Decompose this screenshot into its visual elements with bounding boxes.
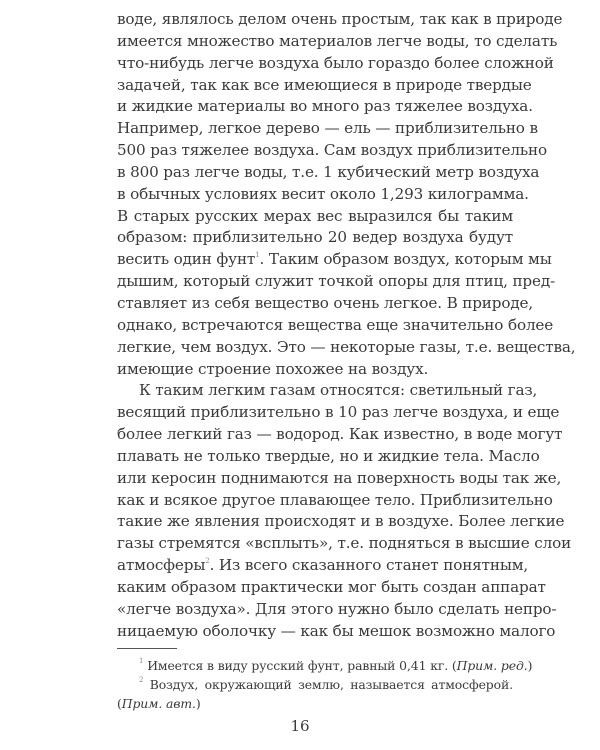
text-line: 500 раз тяжелее воздуха. Сам воздух приблизительно xyxy=(117,141,547,160)
text-line: в 800 раз легче воды, т.е. 1 кубический метр воздуха xyxy=(117,162,540,181)
footnote-ref-2: 2 xyxy=(205,557,210,566)
body-text xyxy=(117,9,576,642)
text-line-with-footnote xyxy=(117,249,552,271)
footnote-divider xyxy=(117,648,177,649)
text-line: В старых русских мерах вес выразился бы таким xyxy=(117,206,513,225)
footnote-text: Воздух, окружающий землю, называется атмосферой. xyxy=(149,676,513,692)
text-line: ницаемую оболочку — как бы мешок возможно малого xyxy=(117,621,556,640)
footnotes xyxy=(117,657,533,713)
editor-note: Прим. ред. xyxy=(456,658,528,673)
text-line: плавать не только твердые, но и жидкие тела. Масло xyxy=(117,446,540,465)
text-line: что-нибудь легче воздуха было гораздо более сложной xyxy=(117,53,554,72)
text-line: «легче воздуха». Для этого нужно было сделать непро- xyxy=(117,599,557,618)
text-line: имеющие строение похожее на воздух. xyxy=(117,359,429,378)
footnote-2 xyxy=(117,676,513,695)
footnote-paren: ) xyxy=(195,695,201,711)
text-line: образом: приблизительно 20 ведер воздуха будут xyxy=(117,228,513,247)
text-line: воде, являлось делом очень простым, так как в природе xyxy=(117,10,563,28)
text-line: легкие, чем воздух. Это — некоторые газы, т.е. вещества, xyxy=(117,337,576,356)
text-fragment: весить один фунт xyxy=(117,250,256,269)
text-line-with-footnote xyxy=(117,555,529,577)
text-line: такие же явления происходят и в воздухе. Более легкие xyxy=(117,512,565,531)
footnote-mark: 2 xyxy=(139,675,144,684)
paragraph-start: К таким легким газам относятся: светильный газ, xyxy=(139,381,538,400)
text-line: более легкий газ — водород. Как известно, в воде могут xyxy=(117,425,563,444)
text-line: задачей, так как все имеющиеся в природе твердые xyxy=(117,75,532,94)
text-line: однако, встречаются вещества еще значительно более xyxy=(117,315,554,334)
text-fragment: . Из всего сказанного станет понятным, xyxy=(209,556,529,575)
text-line: имеется множество материалов легче воды, то сделать xyxy=(117,31,558,50)
text-line: и жидкие материалы во много раз тяжелее воздуха. xyxy=(117,97,533,116)
text-line: Например, легкое дерево — ель — приблизительно в xyxy=(117,119,538,138)
text-line: весящий приблизительно в 10 раз легче воздуха, и еще xyxy=(117,403,560,422)
text-line: дышим, который служит точкой опоры для птиц, пред- xyxy=(117,272,556,291)
text-line: как и всякое другое плавающее тело. Приблизительно xyxy=(117,490,553,509)
footnote-text: Имеется в виду русский фунт, равный 0,41 кг. ( xyxy=(147,658,457,673)
footnote-2-cont xyxy=(117,695,513,714)
text-fragment: атмосферы xyxy=(117,556,206,575)
footnote-paren: ( xyxy=(117,695,122,711)
text-line: ставляет из себя вещество очень легкое. В природе, xyxy=(117,293,534,312)
text-line: в обычных условиях весит около 1,293 килограмма. xyxy=(117,184,529,203)
footnote-1 xyxy=(117,657,533,676)
text-line: газы стремятся «всплыть», т.е. подняться в высшие слои xyxy=(117,534,572,553)
footnote-paren: ) xyxy=(527,658,533,673)
author-note: Прим. авт. xyxy=(121,695,196,711)
text-line: или керосин поднимаются на поверхность воды так же, xyxy=(117,468,562,487)
page-number: 16 xyxy=(290,717,310,735)
footnote-mark: 1 xyxy=(139,657,144,665)
footnote-ref-1: 1 xyxy=(255,251,260,260)
text-fragment: . Таким образом воздух, которым мы xyxy=(259,250,552,269)
text-line: каким образом практически мог быть создан аппарат xyxy=(117,577,546,596)
